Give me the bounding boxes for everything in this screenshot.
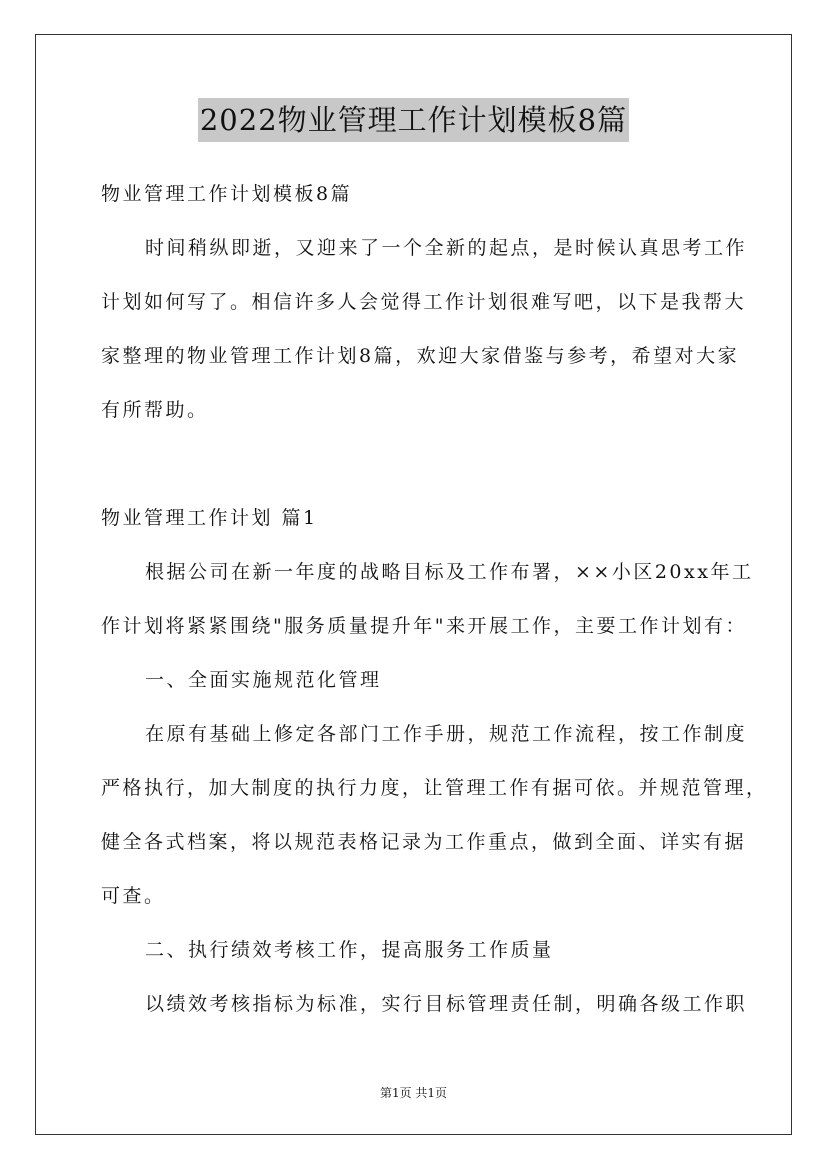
page-footer: 第1页 共1页	[379, 1086, 448, 1100]
document-title: 2022物业管理工作计划模板8篇	[198, 98, 629, 142]
document-subtitle: 物业管理工作计划模板8篇	[101, 183, 353, 205]
intro-line-3: 家整理的物业管理工作计划8篇，欢迎大家借鉴与参考，希望对大家	[101, 345, 740, 367]
intro-line-2: 计划如何写了。相信许多人会觉得工作计划很难写吧，以下是我帮大	[101, 291, 747, 313]
section-line-6: 可查。	[101, 885, 166, 907]
section-line-5: 健全各式档案，将以规范表格记录为工作重点，做到全面、详实有据	[101, 831, 747, 853]
section-heading-2: 二、执行绩效考核工作，提高服务工作质量	[145, 939, 554, 961]
section-line-3: 在原有基础上修定各部门工作手册，规范工作流程，按工作制度	[145, 723, 748, 745]
section-line-4: 严格执行，加大制度的执行力度，让管理工作有据可依。并规范管理，	[101, 777, 768, 799]
section-line-1: 根据公司在新一年度的战略目标及工作布署，××小区20xx年工	[145, 561, 754, 583]
section-heading: 物业管理工作计划 篇1	[101, 507, 318, 529]
intro-line-4: 有所帮助。	[101, 399, 209, 421]
title-wrap	[0, 98, 827, 142]
section-heading-1: 一、全面实施规范化管理	[145, 669, 382, 691]
section-line-2: 作计划将紧紧围绕"服务质量提升年"来开展工作，主要工作计划有：	[101, 615, 747, 637]
section-line-7: 以绩效考核指标为标准，实行目标管理责任制，明确各级工作职	[145, 993, 748, 1015]
intro-line-1: 时间稍纵即逝，又迎来了一个全新的起点，是时候认真思考工作	[145, 237, 748, 259]
